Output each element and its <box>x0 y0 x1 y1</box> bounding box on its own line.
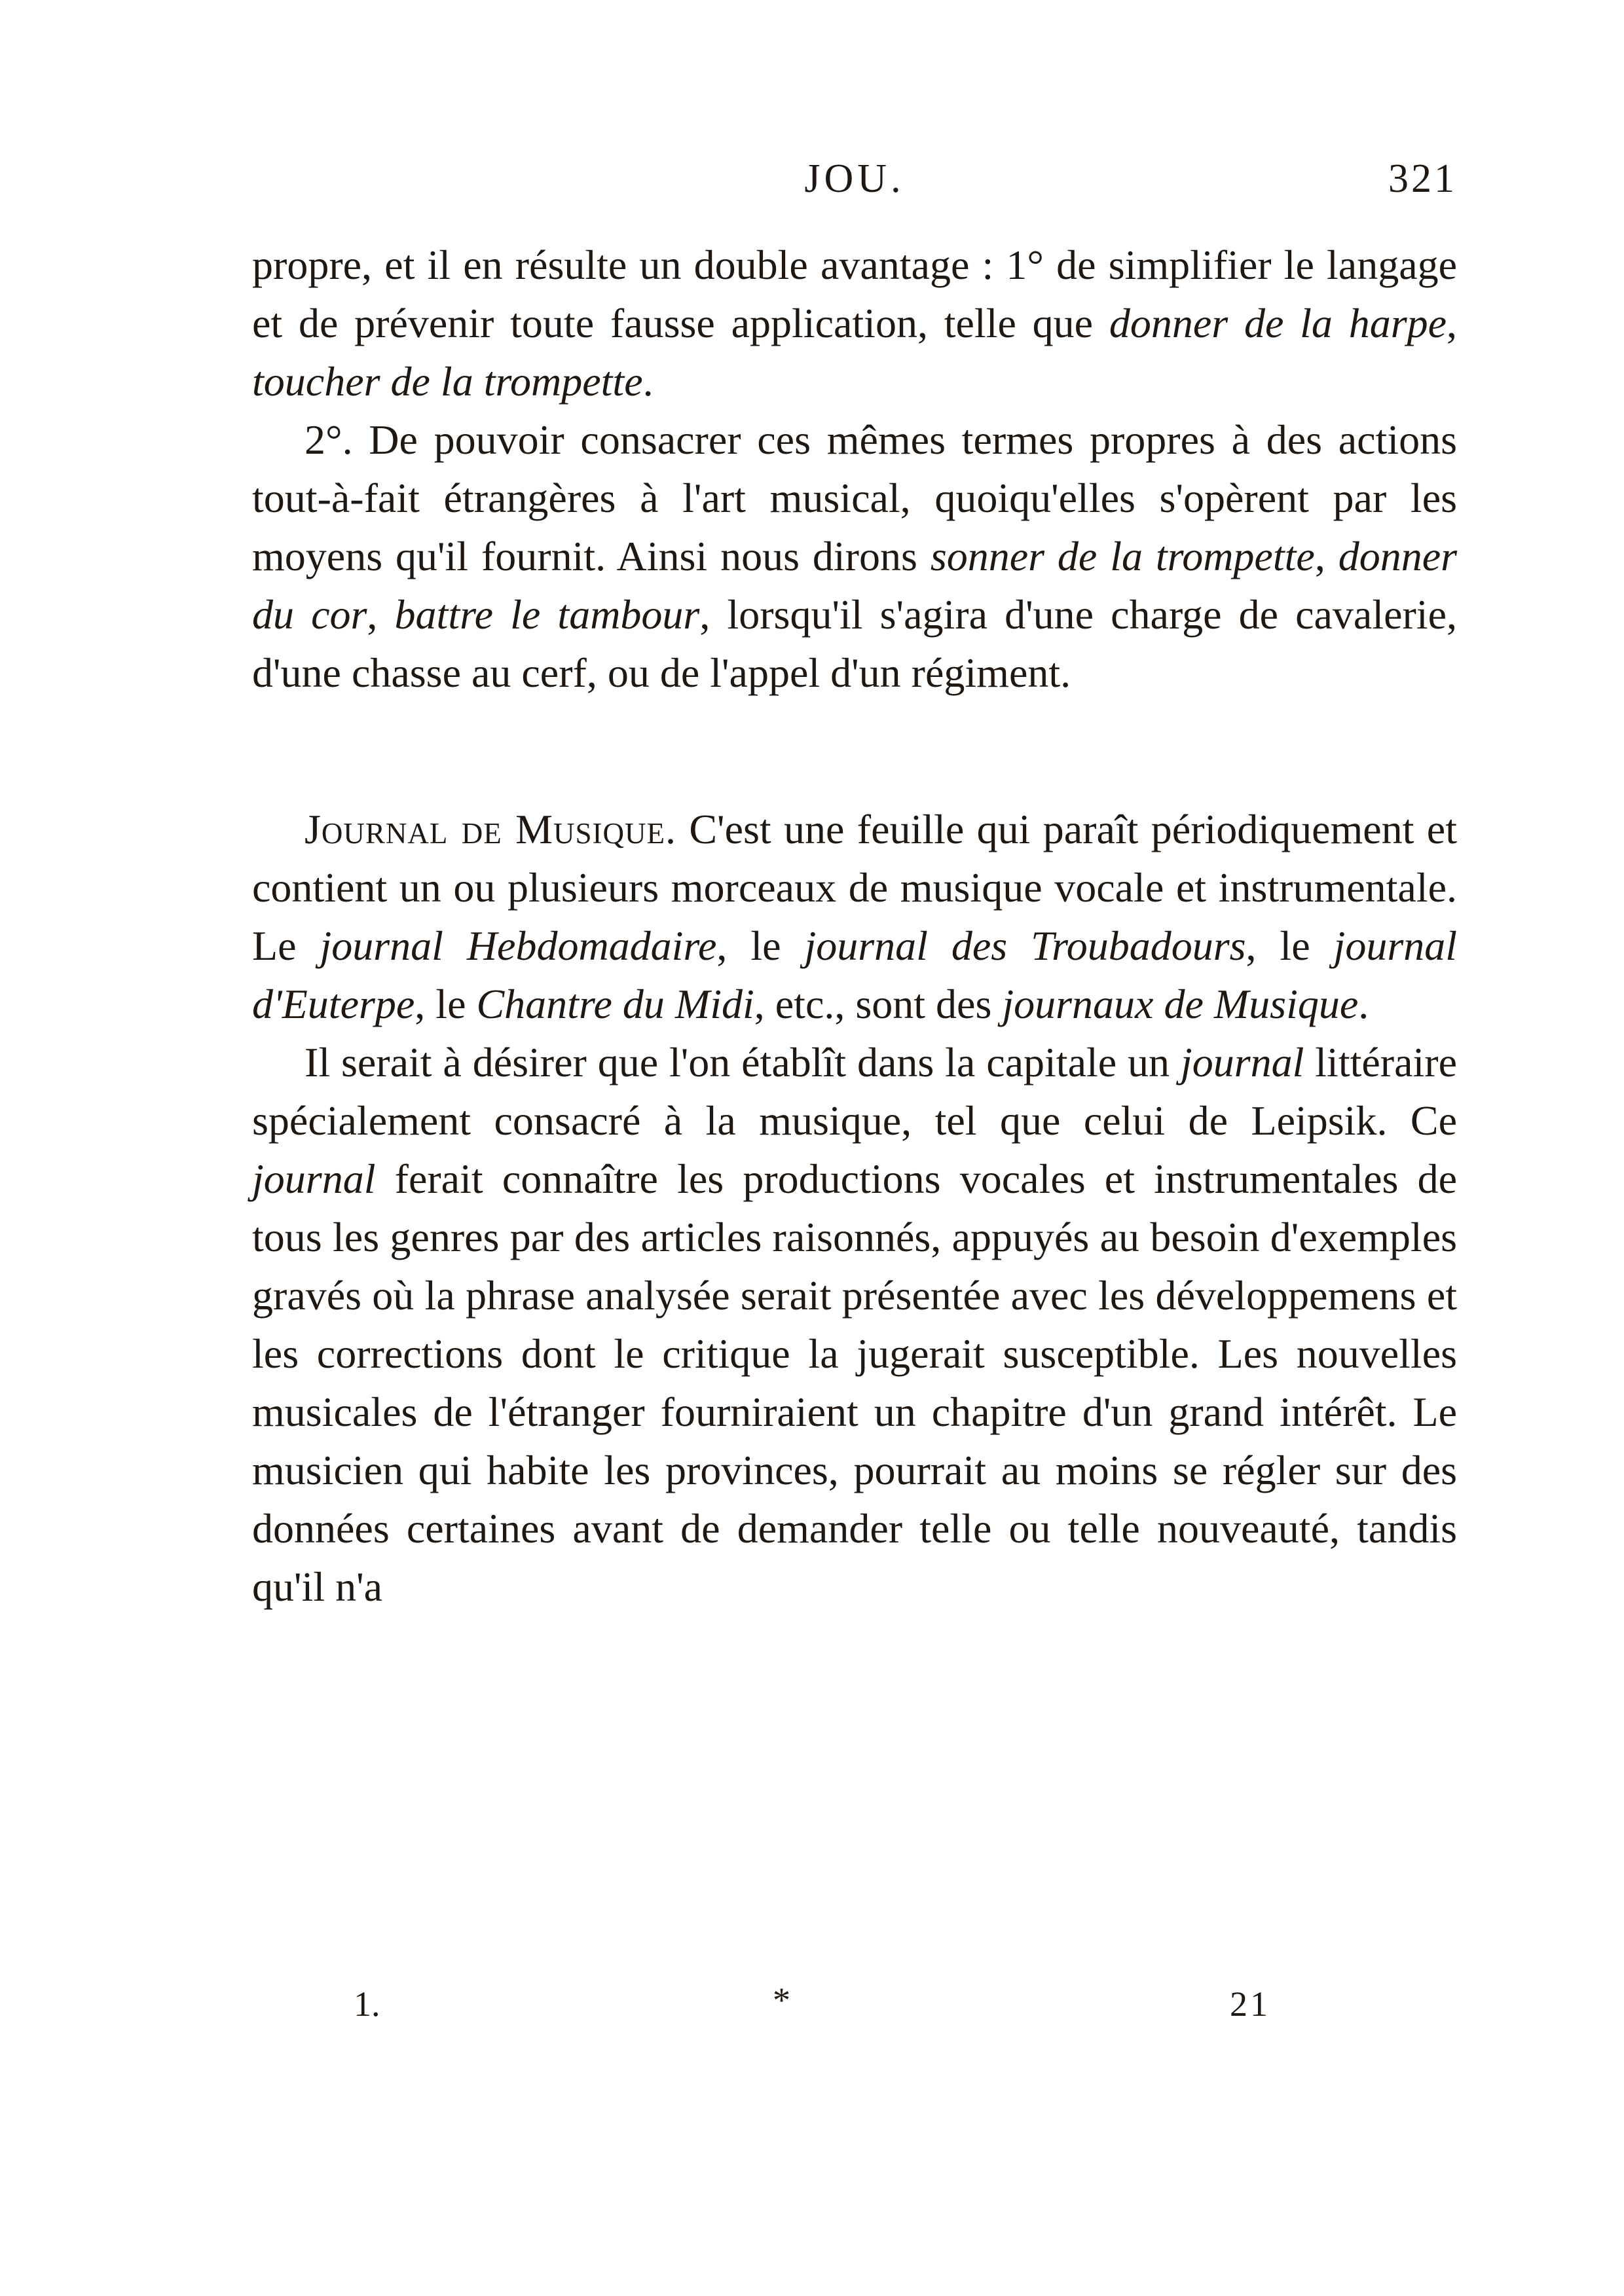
page-header <box>252 156 1457 208</box>
signature-number: 21 <box>1230 1984 1270 2024</box>
signature-volume: 1. <box>354 1984 380 2024</box>
italic-term: Chantre du Midi <box>476 981 754 1027</box>
text-run: littéraire spécialement consacré à la musique, tel que celui de Leipsik. Ce <box>252 1039 1458 1144</box>
italic-term: journaux de Musique <box>1002 981 1359 1027</box>
italic-term: sonner de la trompette <box>930 533 1315 579</box>
text-run: , <box>367 591 395 638</box>
paragraph <box>252 1033 1457 1616</box>
body-text <box>252 236 1457 1616</box>
italic-term: donner du cor <box>252 533 1458 638</box>
text-run: . <box>642 358 654 405</box>
page-number: 321 <box>1388 156 1457 201</box>
paragraph <box>252 410 1457 702</box>
dictionary-entry <box>252 800 1457 1033</box>
signature-line <box>354 1980 1270 2030</box>
italic-term: journal d'Euterpe <box>252 922 1458 1027</box>
italic-term: journal des Troubadours <box>804 922 1246 969</box>
italic-term: journal <box>252 1156 376 1202</box>
text-run: C'est une feuille qui paraît périodiquement et contient un ou plusieurs morceaux de musique vocale et instrumentale. Le <box>252 806 1457 969</box>
text-run: Il serait à désirer que l'on établît dans la capitale un <box>304 1039 1181 1085</box>
text-run: , le <box>1246 922 1334 969</box>
signature-mark: * <box>773 1980 790 2020</box>
running-head: JOU. <box>804 156 905 201</box>
text-run: 2°. De pouvoir consacrer ces mêmes termes propres à des actions tout-à-fait étrangères à l'art musical, quoiqu'elles s'opèrent par les moyens qu'il fournit. Ainsi nous dirons <box>252 416 1457 579</box>
text-run: , le <box>716 922 805 969</box>
text-run: , <box>1314 533 1338 579</box>
italic-term: battre le tambour <box>394 591 700 638</box>
entry-headword: Journal de Musique. <box>304 806 676 852</box>
text-run: , lorsqu'il s'agira d'une charge de cavalerie, d'une chasse au cerf, ou de l'appel d'un régiment. <box>252 591 1458 696</box>
text-run: propre, et il en résulte un double avantage : 1° de simplifier le langage et de prévenir toute fausse application, telle que <box>252 242 1457 346</box>
text-run: , <box>1447 300 1458 346</box>
italic-term: journal <box>1180 1039 1304 1085</box>
italic-term: journal Hebdomadaire <box>320 922 717 969</box>
text-run: . <box>1358 981 1369 1027</box>
text-run: , le <box>415 981 477 1027</box>
text-run: , etc., sont des <box>754 981 1003 1027</box>
paragraph <box>252 236 1457 410</box>
text-run: ferait connaître les productions vocales et instrumentales de tous les genres par des articles raisonnés, appuyés au besoin d'exemples gravés où la phrase analysée serait présentée avec les développemens et les corrections dont le critique la jugerait susceptible. Les nouvelles musicales de l'étranger fourniraient un chapitre d'un grand intérêt. Le musicien qui habite les provinces, pourrait au moins se régler sur des données certaines avant de demander telle ou telle nouveauté, tandis qu'il n'a <box>252 1156 1457 1610</box>
italic-term: donner de la harpe <box>1109 300 1447 346</box>
italic-term: toucher de la trompette <box>252 358 643 405</box>
